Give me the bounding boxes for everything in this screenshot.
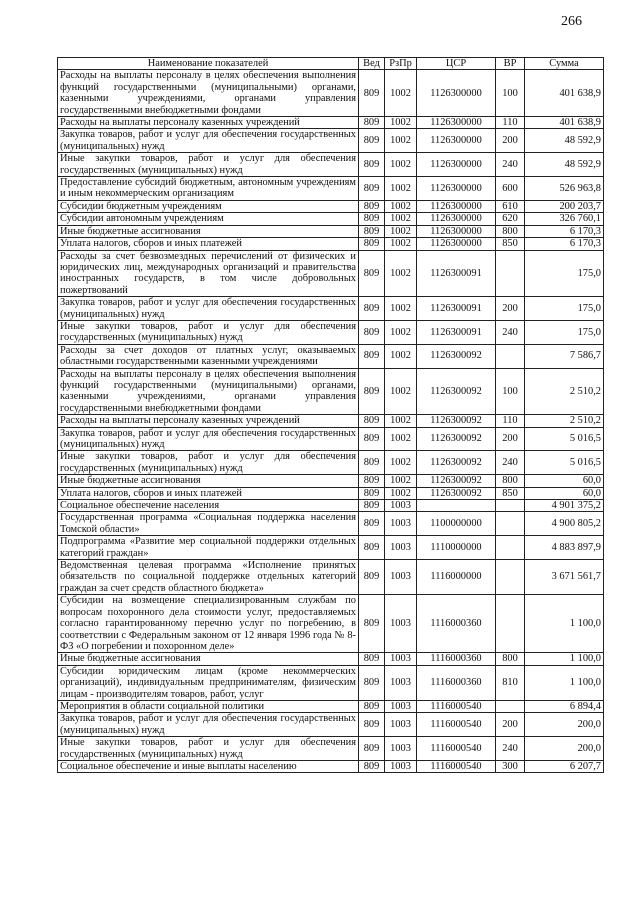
row-vr: 240	[496, 737, 525, 761]
row-name: Государственная программа «Социальная поддержка населения Томской области»	[58, 512, 359, 536]
table-row	[58, 500, 604, 512]
table-row	[58, 451, 604, 475]
row-ved: 809	[359, 700, 385, 712]
row-name: Закупка товаров, работ и услуг для обеспечения государственных (муниципальных) нужд	[58, 297, 359, 321]
row-csr: 1126300091	[417, 250, 496, 297]
table-row	[58, 129, 604, 153]
row-rzpr: 1003	[385, 560, 417, 595]
row-csr: 1116000360	[417, 665, 496, 700]
row-rzpr: 1003	[385, 713, 417, 737]
row-ved: 809	[359, 238, 385, 250]
row-ved: 809	[359, 344, 385, 368]
row-csr: 1126300000	[417, 117, 496, 129]
row-vr: 300	[496, 760, 525, 772]
row-sum: 175,0	[525, 297, 604, 321]
row-vr: 810	[496, 665, 525, 700]
table-row	[58, 427, 604, 451]
row-csr: 1116000540	[417, 737, 496, 761]
row-ved: 809	[359, 512, 385, 536]
row-ved: 809	[359, 475, 385, 487]
row-rzpr: 1002	[385, 320, 417, 344]
table-row	[58, 560, 604, 595]
table-row	[58, 415, 604, 427]
row-ved: 809	[359, 213, 385, 225]
table-header	[58, 58, 604, 70]
row-rzpr: 1002	[385, 177, 417, 201]
row-rzpr: 1003	[385, 665, 417, 700]
row-rzpr: 1003	[385, 760, 417, 772]
header-rzpr: РзПр	[385, 58, 417, 70]
row-name: Субсидии автономным учреждениям	[58, 213, 359, 225]
row-csr: 1116000000	[417, 560, 496, 595]
row-name: Субсидии на возмещение специализированным службам по вопросам похоронного дела стоимости услуг, предоставляемых согласно гарантированному перечню услуг по погребению, в соответствии с Федеральным законом от 12 января 1996 года № 8-ФЗ «О погребении и похоронном деле»	[58, 595, 359, 653]
table-row	[58, 760, 604, 772]
table-row	[58, 344, 604, 368]
row-name: Социальное обеспечение населения	[58, 500, 359, 512]
table-row	[58, 737, 604, 761]
row-rzpr: 1003	[385, 536, 417, 560]
table-row	[58, 213, 604, 225]
row-sum: 60,0	[525, 487, 604, 499]
row-csr: 1100000000	[417, 512, 496, 536]
row-ved: 809	[359, 368, 385, 415]
row-name: Уплата налогов, сборов и иных платежей	[58, 487, 359, 499]
row-vr: 240	[496, 153, 525, 177]
row-vr: 800	[496, 225, 525, 237]
row-name: Иные бюджетные ассигнования	[58, 475, 359, 487]
row-rzpr: 1002	[385, 487, 417, 499]
row-name: Расходы за счет безвозмездных перечислений от физических и юридических лиц, международных организаций и правительства иностранных государств, в том числе добровольных пожертвований	[58, 250, 359, 297]
row-vr	[496, 536, 525, 560]
row-csr: 1126300000	[417, 225, 496, 237]
row-sum: 4 901 375,2	[525, 500, 604, 512]
row-name: Расходы на выплаты персоналу в целях обеспечения выполнения функций государственными (муниципальными) органами, казенными учреждениями, органами управления государственными внебюджетными фондами	[58, 70, 359, 117]
row-csr: 1126300092	[417, 427, 496, 451]
table-row	[58, 320, 604, 344]
row-csr: 1126300092	[417, 451, 496, 475]
table-row	[58, 117, 604, 129]
row-ved: 809	[359, 487, 385, 499]
row-csr: 1126300092	[417, 344, 496, 368]
row-vr: 200	[496, 427, 525, 451]
row-vr: 240	[496, 320, 525, 344]
table-row	[58, 700, 604, 712]
header-sum: Сумма	[525, 58, 604, 70]
header-name: Наименование показателей	[58, 58, 359, 70]
row-name: Иные закупки товаров, работ и услуг для обеспечения государственных (муниципальных) нужд	[58, 451, 359, 475]
row-name: Иные бюджетные ассигнования	[58, 653, 359, 665]
row-vr	[496, 560, 525, 595]
row-csr: 1110000000	[417, 536, 496, 560]
row-sum: 5 016,5	[525, 451, 604, 475]
row-ved: 809	[359, 250, 385, 297]
row-rzpr: 1003	[385, 653, 417, 665]
row-rzpr: 1002	[385, 213, 417, 225]
row-rzpr: 1002	[385, 344, 417, 368]
row-rzpr: 1003	[385, 737, 417, 761]
row-sum: 3 671 561,7	[525, 560, 604, 595]
header-vr: ВР	[496, 58, 525, 70]
row-vr: 610	[496, 200, 525, 212]
row-rzpr: 1003	[385, 500, 417, 512]
table-row	[58, 250, 604, 297]
row-sum: 326 760,1	[525, 213, 604, 225]
row-rzpr: 1003	[385, 595, 417, 653]
row-vr: 600	[496, 177, 525, 201]
page-number: 266	[561, 14, 582, 29]
row-csr: 1126300000	[417, 70, 496, 117]
row-sum: 200,0	[525, 737, 604, 761]
row-sum: 60,0	[525, 475, 604, 487]
row-vr	[496, 595, 525, 653]
row-name: Иные закупки товаров, работ и услуг для обеспечения государственных (муниципальных) нужд	[58, 737, 359, 761]
row-sum: 48 592,9	[525, 153, 604, 177]
row-sum: 200 203,7	[525, 200, 604, 212]
row-vr: 620	[496, 213, 525, 225]
budget-table	[57, 57, 604, 773]
row-sum: 48 592,9	[525, 129, 604, 153]
row-sum: 2 510,2	[525, 368, 604, 415]
row-name: Расходы на выплаты персоналу казенных учреждений	[58, 117, 359, 129]
row-rzpr: 1002	[385, 415, 417, 427]
row-sum: 6 894,4	[525, 700, 604, 712]
row-vr: 200	[496, 713, 525, 737]
header-row	[58, 58, 604, 70]
row-ved: 809	[359, 500, 385, 512]
row-csr: 1116000540	[417, 713, 496, 737]
table-row	[58, 595, 604, 653]
row-csr: 1126300000	[417, 129, 496, 153]
row-sum: 1 100,0	[525, 665, 604, 700]
row-vr	[496, 700, 525, 712]
table-row	[58, 238, 604, 250]
row-ved: 809	[359, 225, 385, 237]
row-name: Ведомственная целевая программа «Исполнение принятых обязательств по социальной поддержке отдельных категорий граждан за счет средств областного бюджета»	[58, 560, 359, 595]
row-name: Расходы на выплаты персоналу казенных учреждений	[58, 415, 359, 427]
row-name: Расходы за счет доходов от платных услуг, оказываемых областными государственными казенными учреждениями	[58, 344, 359, 368]
row-sum: 175,0	[525, 320, 604, 344]
table-row	[58, 200, 604, 212]
row-sum: 6 207,7	[525, 760, 604, 772]
row-name: Социальное обеспечение и иные выплаты населению	[58, 760, 359, 772]
row-rzpr: 1002	[385, 297, 417, 321]
table-row	[58, 368, 604, 415]
row-ved: 809	[359, 129, 385, 153]
row-sum: 6 170,3	[525, 225, 604, 237]
row-rzpr: 1002	[385, 153, 417, 177]
row-sum: 4 900 805,2	[525, 512, 604, 536]
row-ved: 809	[359, 653, 385, 665]
row-ved: 809	[359, 200, 385, 212]
row-ved: 809	[359, 427, 385, 451]
row-rzpr: 1002	[385, 451, 417, 475]
row-csr: 1126300000	[417, 177, 496, 201]
row-name: Уплата налогов, сборов и иных платежей	[58, 238, 359, 250]
table-row	[58, 512, 604, 536]
row-csr: 1126300000	[417, 238, 496, 250]
row-rzpr: 1002	[385, 427, 417, 451]
row-vr	[496, 250, 525, 297]
row-ved: 809	[359, 177, 385, 201]
row-vr	[496, 344, 525, 368]
row-sum: 1 100,0	[525, 595, 604, 653]
row-csr: 1116000540	[417, 760, 496, 772]
row-csr: 1126300091	[417, 297, 496, 321]
row-ved: 809	[359, 665, 385, 700]
row-name: Мероприятия в области социальной политики	[58, 700, 359, 712]
table-row	[58, 475, 604, 487]
table-row	[58, 487, 604, 499]
row-vr: 850	[496, 238, 525, 250]
row-csr: 1126300092	[417, 415, 496, 427]
row-vr: 240	[496, 451, 525, 475]
header-ved: Вед	[359, 58, 385, 70]
table-row	[58, 297, 604, 321]
row-name: Закупка товаров, работ и услуг для обеспечения государственных (муниципальных) нужд	[58, 713, 359, 737]
row-name: Закупка товаров, работ и услуг для обеспечения государственных (муниципальных) нужд	[58, 129, 359, 153]
table-row	[58, 653, 604, 665]
row-name: Субсидии юридическим лицам (кроме некоммерческих организаций), индивидуальным предпринимателям, физическим лицам - производителям товаров, работ, услуг	[58, 665, 359, 700]
row-csr: 1116000540	[417, 700, 496, 712]
row-vr: 100	[496, 70, 525, 117]
row-name: Расходы на выплаты персоналу в целях обеспечения выполнения функций государственными (муниципальными) органами, казенными учреждениями, органами управления государственными внебюджетными фондами	[58, 368, 359, 415]
row-sum: 2 510,2	[525, 415, 604, 427]
row-csr: 1116000360	[417, 595, 496, 653]
row-csr: 1116000360	[417, 653, 496, 665]
row-csr: 1126300091	[417, 320, 496, 344]
row-rzpr: 1002	[385, 117, 417, 129]
row-ved: 809	[359, 70, 385, 117]
row-name: Закупка товаров, работ и услуг для обеспечения государственных (муниципальных) нужд	[58, 427, 359, 451]
row-vr: 110	[496, 415, 525, 427]
row-rzpr: 1002	[385, 250, 417, 297]
row-sum: 175,0	[525, 250, 604, 297]
row-vr: 100	[496, 368, 525, 415]
table-body	[58, 70, 604, 773]
table-row	[58, 536, 604, 560]
row-ved: 809	[359, 760, 385, 772]
row-vr: 800	[496, 475, 525, 487]
table-row	[58, 225, 604, 237]
row-sum: 4 883 897,9	[525, 536, 604, 560]
row-csr: 1126300092	[417, 368, 496, 415]
row-name: Подпрограмма «Развитие мер социальной поддержки отдельных категорий граждан»	[58, 536, 359, 560]
row-vr	[496, 500, 525, 512]
row-ved: 809	[359, 320, 385, 344]
row-rzpr: 1002	[385, 200, 417, 212]
row-vr: 850	[496, 487, 525, 499]
row-sum: 401 638,9	[525, 117, 604, 129]
row-csr: 1126300000	[417, 153, 496, 177]
row-name: Предоставление субсидий бюджетным, автономным учреждениям и иным некоммерческим организациям	[58, 177, 359, 201]
table-row	[58, 665, 604, 700]
row-rzpr: 1002	[385, 475, 417, 487]
row-rzpr: 1003	[385, 512, 417, 536]
row-name: Иные закупки товаров, работ и услуг для обеспечения государственных (муниципальных) нужд	[58, 320, 359, 344]
row-rzpr: 1002	[385, 238, 417, 250]
row-csr: 1126300092	[417, 487, 496, 499]
row-ved: 809	[359, 451, 385, 475]
row-sum: 526 963,8	[525, 177, 604, 201]
row-rzpr: 1002	[385, 70, 417, 117]
header-csr: ЦСР	[417, 58, 496, 70]
row-ved: 809	[359, 117, 385, 129]
row-sum: 1 100,0	[525, 653, 604, 665]
row-rzpr: 1003	[385, 700, 417, 712]
row-name: Иные закупки товаров, работ и услуг для обеспечения государственных (муниципальных) нужд	[58, 153, 359, 177]
row-vr	[496, 512, 525, 536]
row-ved: 809	[359, 536, 385, 560]
row-name: Иные бюджетные ассигнования	[58, 225, 359, 237]
table-row	[58, 153, 604, 177]
row-vr: 200	[496, 129, 525, 153]
row-csr	[417, 500, 496, 512]
row-sum: 5 016,5	[525, 427, 604, 451]
row-csr: 1126300000	[417, 213, 496, 225]
row-vr: 110	[496, 117, 525, 129]
row-ved: 809	[359, 595, 385, 653]
row-rzpr: 1002	[385, 129, 417, 153]
row-csr: 1126300092	[417, 475, 496, 487]
row-ved: 809	[359, 297, 385, 321]
row-sum: 6 170,3	[525, 238, 604, 250]
table-row	[58, 70, 604, 117]
row-sum: 200,0	[525, 713, 604, 737]
row-ved: 809	[359, 153, 385, 177]
row-name: Субсидии бюджетным учреждениям	[58, 200, 359, 212]
row-rzpr: 1002	[385, 225, 417, 237]
row-sum: 7 586,7	[525, 344, 604, 368]
row-ved: 809	[359, 560, 385, 595]
table-row	[58, 713, 604, 737]
row-ved: 809	[359, 713, 385, 737]
row-csr: 1126300000	[417, 200, 496, 212]
row-vr: 200	[496, 297, 525, 321]
row-rzpr: 1002	[385, 368, 417, 415]
table-row	[58, 177, 604, 201]
row-ved: 809	[359, 737, 385, 761]
row-vr: 800	[496, 653, 525, 665]
row-ved: 809	[359, 415, 385, 427]
row-sum: 401 638,9	[525, 70, 604, 117]
